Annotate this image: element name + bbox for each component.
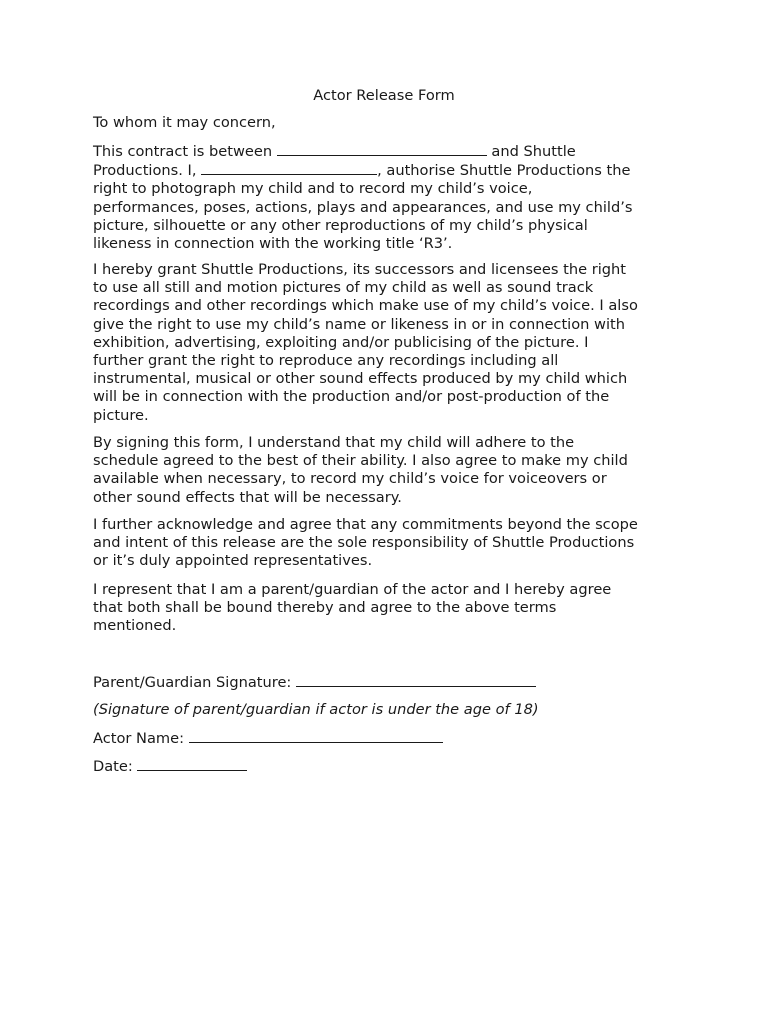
paragraph-line: available when necessary, to record my child’s voice for voiceovers or (93, 470, 607, 488)
guardian-representation-paragraph (93, 581, 693, 636)
document-title: Actor Release Form (313, 87, 455, 104)
date-field-row (93, 757, 693, 776)
paragraph-line: further grant the right to reproduce any recordings including all (93, 352, 559, 370)
paragraph-line: or it’s duly appointed representatives. (93, 552, 373, 570)
paragraph-line: mentioned. (93, 617, 177, 635)
paragraph-line: I represent that I am a parent/guardian of the actor and I hereby agree (93, 581, 612, 598)
paragraph-line (93, 161, 693, 180)
party-name-blank[interactable] (277, 142, 487, 156)
text-span: , authorise Shuttle Productions the (377, 162, 631, 180)
paragraph-line: I hereby grant Shuttle Productions, its successors and licensees the right (93, 261, 626, 278)
signature-note: (Signature of parent/guardian if actor is under the age of 18) (93, 701, 539, 718)
paragraph-line: exhibition, advertising, exploiting and/or publicising of the picture. I (93, 333, 589, 351)
paragraph-line: to use all still and motion pictures of my child as well as sound track (93, 279, 594, 297)
rights-grant-paragraph (93, 261, 693, 425)
guardian-name-blank[interactable] (201, 161, 377, 175)
date-input-line[interactable] (137, 757, 247, 771)
paragraph-line: likeness in connection with the working title ‘R3’. (93, 235, 453, 253)
signature-input-line[interactable] (296, 673, 536, 687)
paragraph-line (93, 142, 693, 161)
paragraph-line: and intent of this release are the sole responsibility of Shuttle Productions (93, 534, 635, 552)
actor-name-input-line[interactable] (189, 729, 443, 743)
paragraph-line: that both shall be bound thereby and agree to the above terms (93, 599, 557, 617)
paragraph-line: picture. (93, 406, 149, 424)
paragraph-line: will be in connection with the production and/or post-production of the (93, 388, 610, 406)
acknowledgement-paragraph (93, 516, 693, 571)
paragraph-line: schedule agreed to the best of their ability. I also agree to make my child (93, 452, 628, 470)
paragraph-line: instrumental, musical or other sound effects produced by my child which (93, 370, 628, 388)
contract-parties-paragraph (93, 142, 693, 253)
text-span: and Shuttle (491, 143, 576, 160)
paragraph-line: other sound effects that will be necessary. (93, 488, 402, 506)
paragraph-line: right to photograph my child and to record my child’s voice, (93, 180, 533, 198)
paragraph-line: performances, poses, actions, plays and appearances, and use my child’s (93, 198, 633, 216)
text-span: Productions. I, (93, 162, 197, 180)
paragraph-line: picture, silhouette or any other reproductions of my child’s physical (93, 216, 588, 234)
actor-name-field-row (93, 729, 693, 748)
signature-label: Parent/Guardian Signature: (93, 674, 292, 691)
paragraph-line: recordings and other recordings which make use of my child’s voice. I also (93, 297, 638, 315)
paragraph-line: give the right to use my child’s name or likeness in or in connection with (93, 315, 626, 333)
schedule-paragraph (93, 434, 693, 507)
signature-field-row (93, 673, 693, 692)
actor-name-label: Actor Name: (93, 730, 185, 747)
text-span: This contract is between (93, 143, 273, 160)
paragraph-line: By signing this form, I understand that my child will adhere to the (93, 434, 575, 451)
salutation: To whom it may concern, (93, 114, 276, 131)
paragraph-line: I further acknowledge and agree that any commitments beyond the scope (93, 516, 638, 533)
date-label: Date: (93, 758, 133, 775)
